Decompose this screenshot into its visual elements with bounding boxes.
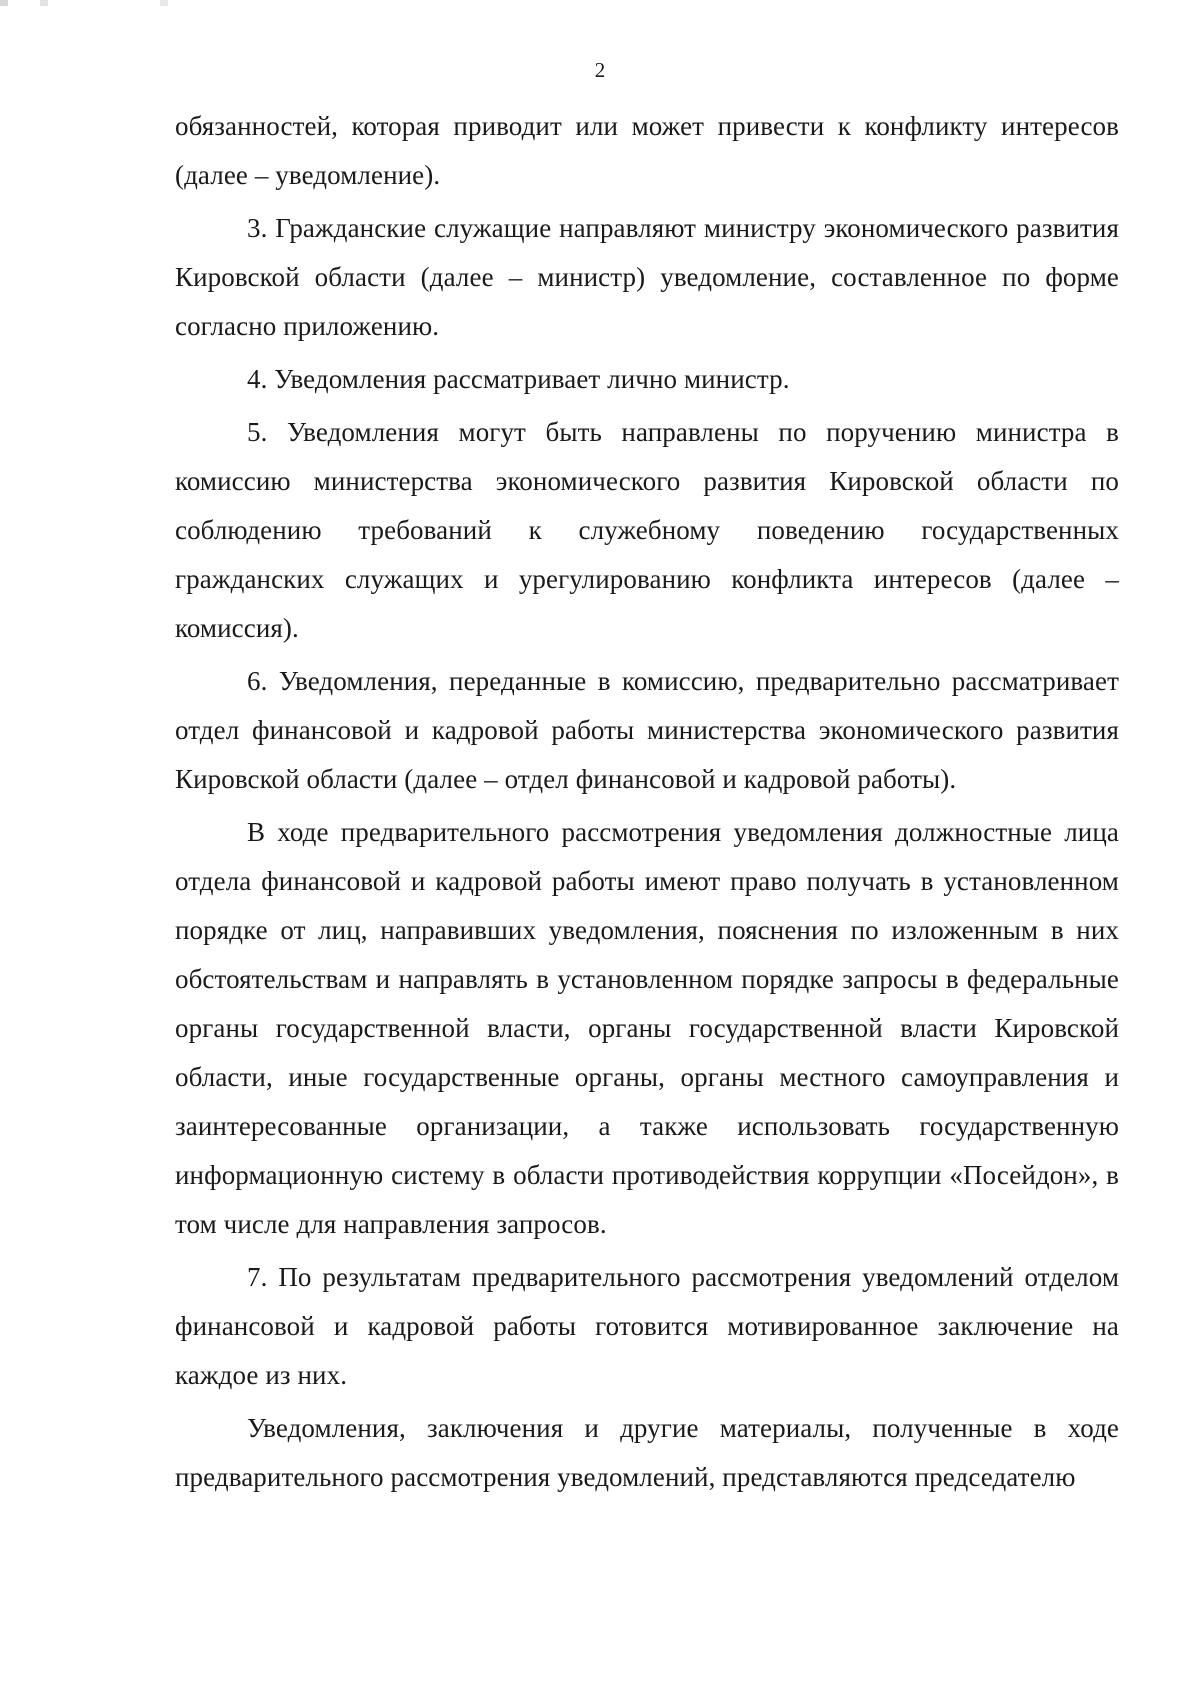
scan-artifact [0, 0, 260, 6]
paragraph-item-3: 3. Гражданские служащие направляют министру экономического развития Кировской области (далее – министр) уведомление, составленное по форме согласно приложению. [175, 213, 1119, 341]
paragraph-continuation: обязанностей, которая приводит или может привести к конфликту интересов (далее – уведомление). [175, 111, 1119, 190]
paragraph-item-4: 4. Уведомления рассматривает лично министр. [247, 364, 790, 394]
paragraph-item-7: 7. По результатам предварительного рассмотрения уведомлений отделом финансовой и кадровой работы готовится мотивированное заключение на каждое из них. [175, 1262, 1119, 1390]
paragraph-item-6-details: В ходе предварительного рассмотрения уведомления должностные лица отдела финансовой и кадровой работы имеют право получать в установленном порядке от лиц, направивших уведомления, пояснения по изложенным в них обстоятельствам и направлять в установленном порядке запросы в федеральные органы государственной власти, органы государственной власти Кировской области, иные государственные органы, органы местного самоуправления и заинтересованные организации, а также использовать государственную информационную систему в области противодействия коррупции «Посейдон», в том числе для направления запросов. [175, 817, 1119, 1239]
paragraph-item-5: 5. Уведомления могут быть направлены по поручению министра в комиссию министерства экономического развития Кировской области по соблюдению требований к служебному поведению государственных гражданских служащих и урегулированию конфликта интересов (далее – комиссия). [175, 417, 1119, 643]
page-number: 2 [594, 58, 606, 82]
paragraph-item-7-materials: Уведомления, заключения и другие материалы, полученные в ходе предварительного рассмотрения уведомлений, представляются председателю [175, 1413, 1119, 1492]
document-body [175, 102, 1119, 1506]
paragraph-item-6: 6. Уведомления, переданные в комиссию, предварительно рассматривает отдел финансовой и кадровой работы министерства экономического развития Кировской области (далее – отдел финансовой и кадровой работы). [175, 666, 1119, 794]
